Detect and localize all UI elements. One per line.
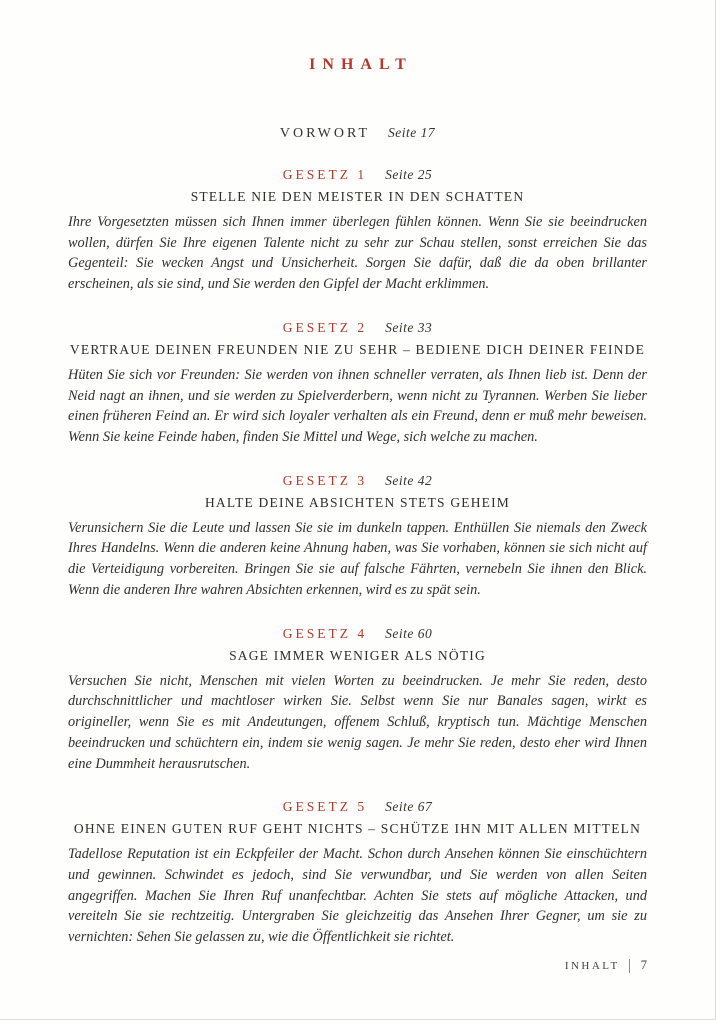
law-page-ref: Seite 67 [385, 799, 433, 815]
law-page-ref: Seite 25 [385, 167, 433, 182]
vorwort-entry [68, 124, 647, 142]
law-summary: Hüten Sie sich vor Freunden: Sie werden von ihnen schneller verraten, als Ihnen lieb ist. Denn der Neid nagt an ihnen, und sie werden zu Spielverderbern, wenn nicht zu Tyrannen. Werben Sie lieber einen früheren Feind an. Er wird sich loyaler verhalten als ein Freund, denn er muß mehr beweisen. Wenn Sie keine Feinde haben, finden Sie Mittel und Wege, sich welche zu machen. [68, 366, 647, 446]
law-label: GESETZ 2 [282, 319, 368, 335]
law-entry [68, 319, 647, 448]
vorwort-page-ref: Seite 17 [388, 125, 436, 140]
law-label: GESETZ 3 [282, 472, 368, 488]
law-title: VERTRAUE DEINEN FREUNDEN NIE ZU SEHR – BEDIENE DICH DEINER FEINDE [69, 341, 646, 357]
law-summary: Versuchen Sie nicht, Menschen mit vielen Worten zu beeindrucken. Je mehr Sie reden, desto durchschnittlicher und machtloser wirken Sie. Selbst wenn Sie nur Banales sagen, wirkt es origineller, wenn Sie es mit Andeutungen, offenem Schluß, kryptisch tun. Mächtige Menschen beeindrucken und schüchtern ein, indem sie wenig sagen. Je mehr Sie reden, desto eher wird Ihnen eine Dummheit herausrutschen. [68, 672, 647, 772]
law-heading [68, 625, 647, 643]
law-heading [68, 472, 647, 490]
law-label: GESETZ 4 [282, 625, 368, 641]
law-page-ref: Seite 33 [385, 319, 433, 335]
page-title: INHALT [309, 56, 413, 73]
law-summary: Tadellose Reputation ist ein Eckpfeiler der Macht. Schon durch Ansehen können Sie einschüchtern und gewinnen. Schwindet es jedoch, sind Sie verwundbar, und Sie werden von allen Seiten angegriffen. Machen Sie Ihren Ruf unanfechtbar. Achten Sie stets auf mögliche Attacken, und vereiteln Sie sie rechtzeitig. Untergraben Sie gleichzeitig das Ansehen Ihrer Gegner, um sie zu vernichten: Sehen Sie gelassen zu, wie die Öffentlichkeit sie richtet. [68, 846, 647, 946]
law-title: SAGE IMMER WENIGER ALS NÖTIG [229, 647, 486, 663]
footer-divider [629, 959, 630, 973]
law-entry [68, 798, 647, 948]
law-page-ref: Seite 60 [385, 625, 433, 641]
page-footer [565, 958, 647, 973]
law-summary: Ihre Vorgesetzten müssen sich Ihnen immer überlegen fühlen können. Wenn Sie sie beeindrucken wollen, dürfen Sie Ihre eigenen Talente nicht zu sehr zur Schau stellen, sonst erreichen Sie das Gegenteil: Sie wecken Angst und Unsicherheit. Sorgen Sie dafür, daß die da oben brillanter erscheinen, als sie sind, und Sie werden den Gipfel der Macht erklimmen. [68, 214, 647, 293]
footer-section-label: INHALT [564, 959, 620, 972]
law-summary: Verunsichern Sie die Leute und lassen Sie sie im dunkeln tappen. Enthüllen Sie niemals den Zweck Ihres Handelns. Wenn die anderen keine Ahnung haben, was Sie vorhaben, können sie sich nicht auf die Verteidigung vorbereiten. Bringen Sie sie auf falsche Fährten, vernebeln Sie ihnen den Blick. Wenn die anderen Ihre wahren Absichten erkennen, wird es zu spät sein. [68, 519, 647, 598]
footer-page-number: 7 [640, 958, 647, 972]
law-label: GESETZ 5 [282, 799, 368, 815]
law-heading [68, 798, 647, 816]
law-page-ref: Seite 42 [385, 472, 433, 488]
law-heading [68, 166, 647, 184]
law-heading [68, 319, 647, 337]
law-title: STELLE NIE DEN MEISTER IN DEN SCHATTEN [190, 189, 525, 204]
law-entry [68, 625, 647, 775]
law-label: GESETZ 1 [282, 167, 368, 182]
law-title: OHNE EINEN GUTEN RUF GEHT NICHTS – SCHÜTZE IHN MIT ALLEN MITTELN [73, 821, 642, 837]
law-title: HALTE DEINE ABSICHTEN STETS GEHEIM [204, 494, 511, 510]
law-entry [68, 166, 647, 295]
law-entry [68, 472, 647, 601]
vorwort-label: VORWORT [279, 126, 371, 141]
